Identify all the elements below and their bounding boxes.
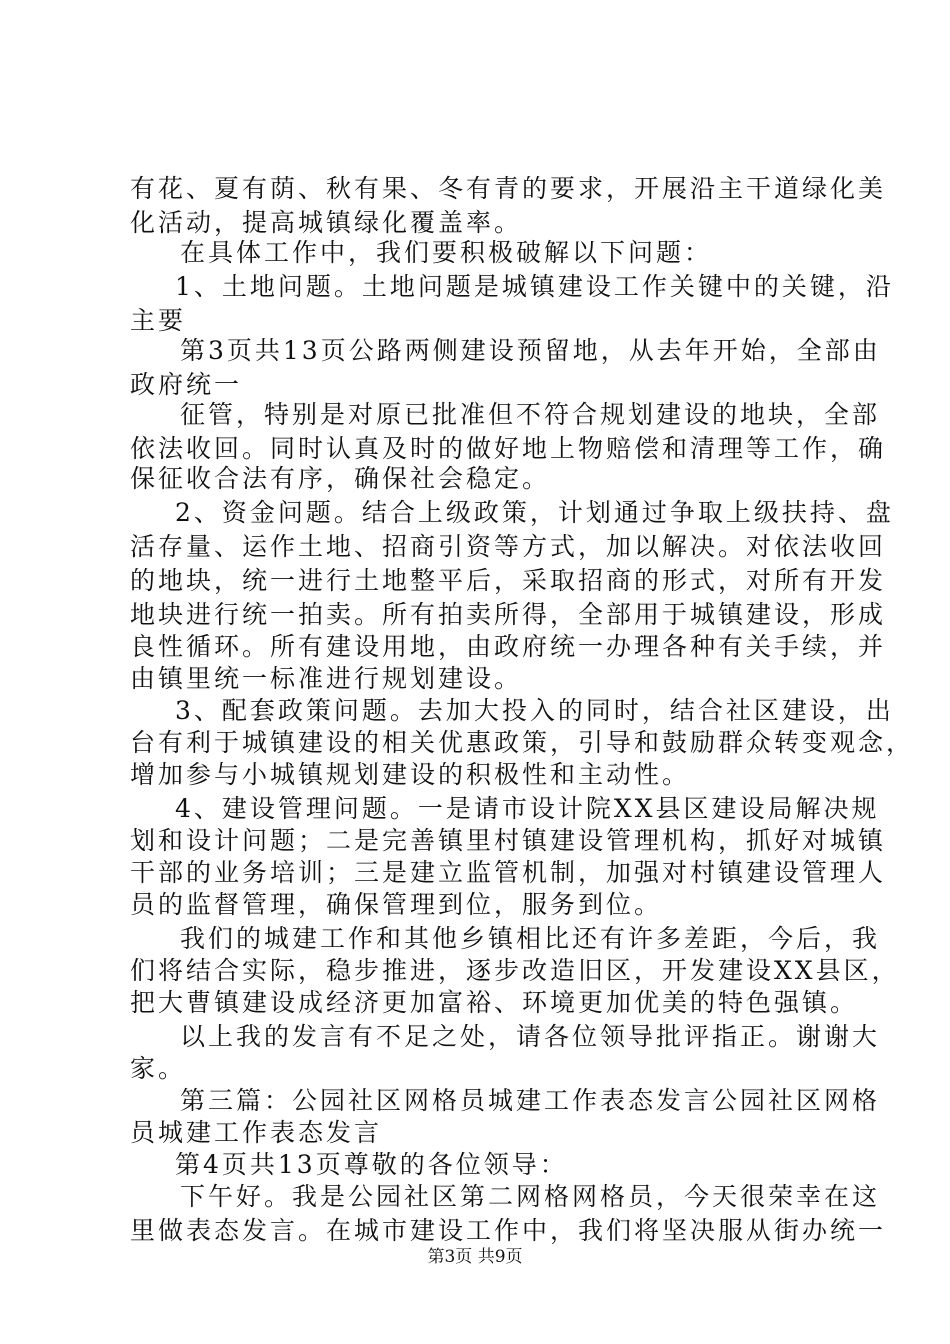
text-line: 下午好。我是公园社区第二网格网格员，今天很荣幸在这 [180, 1182, 881, 1211]
text-line: 家。 [130, 1054, 187, 1083]
text-line: 征管，特别是对原已批准但不符合规划建设的地块，全部 [180, 400, 881, 429]
text-line: 划和设计问题；二是完善镇里村镇建设管理机构，抓好对城镇 [130, 826, 887, 855]
text-line: 在具体工作中，我们要积极破解以下问题： [180, 238, 713, 267]
text-line: 台有利于城镇建设的相关优惠政策，引导和鼓励群众转变观念， [130, 728, 915, 757]
text-line: 第三篇：公园社区网格员城建工作表态发言公园社区网格 [180, 1086, 881, 1115]
page-footer: 第3页 共9页 [427, 1247, 523, 1267]
text-line: 员城建工作表态发言 [130, 1118, 383, 1147]
text-line: 增加参与小城镇规划建设的积极性和主动性。 [130, 760, 691, 789]
text-line: 活存量、运作土地、招商引资等方式，加以解决。对依法收回 [130, 532, 887, 561]
text-line: 我们的城建工作和其他乡镇相比还有许多差距，今后，我 [180, 924, 881, 953]
text-line: 干部的业务培训；三是建立监管机制，加强对村镇建设管理人 [130, 858, 887, 887]
text-line: 有花、夏有荫、秋有果、冬有青的要求，开展沿主干道绿化美 [130, 174, 887, 203]
text-line: 第4页共13页尊敬的各位领导： [175, 1150, 568, 1179]
text-line: 的地块，统一进行土地整平后，采取招商的形式，对所有开发 [130, 566, 887, 595]
text-line: 化活动，提高城镇绿化覆盖率。 [130, 208, 523, 237]
text-line: 里做表态发言。在城市建设工作中，我们将坚决服从街办统一 [130, 1216, 887, 1245]
text-line: 3、配套政策问题。去加大投入的同时，结合社区建设，出 [175, 696, 894, 725]
text-line: 4、建设管理问题。一是请市设计院XX县区建设局解决规 [175, 794, 880, 823]
text-line: 良性循环。所有建设用地，由政府统一办理各种有关手续，并 [130, 632, 887, 661]
text-line: 由镇里统一标准进行规划建设。 [130, 664, 523, 693]
text-line: 员的监督管理，确保管理到位，服务到位。 [130, 890, 663, 919]
text-line: 依法收回。同时认真及时的做好地上物赔偿和清理等工作，确 [130, 434, 887, 463]
text-line: 1、土地问题。土地问题是城镇建设工作关键中的关键，沿 [175, 272, 894, 301]
text-line: 以上我的发言有不足之处，请各位领导批评指正。谢谢大 [180, 1022, 881, 1051]
text-line: 主要 [130, 306, 187, 335]
text-line: 政府统一 [130, 370, 243, 399]
text-line: 们将结合实际，稳步推进，逐步改造旧区，开发建设XX县区， [130, 956, 900, 985]
text-line: 地块进行统一拍卖。所有拍卖所得，全部用于城镇建设，形成 [130, 600, 887, 629]
text-line: 把大曹镇建设成经济更加富裕、环境更加优美的特色强镇。 [130, 988, 859, 1017]
text-line: 保征收合法有序，确保社会稳定。 [130, 464, 551, 493]
text-line: 2、资金问题。结合上级政策，计划通过争取上级扶持、盘 [175, 498, 894, 527]
text-line: 第3页共13页公路两侧建设预留地，从去年开始，全部由 [180, 336, 881, 365]
